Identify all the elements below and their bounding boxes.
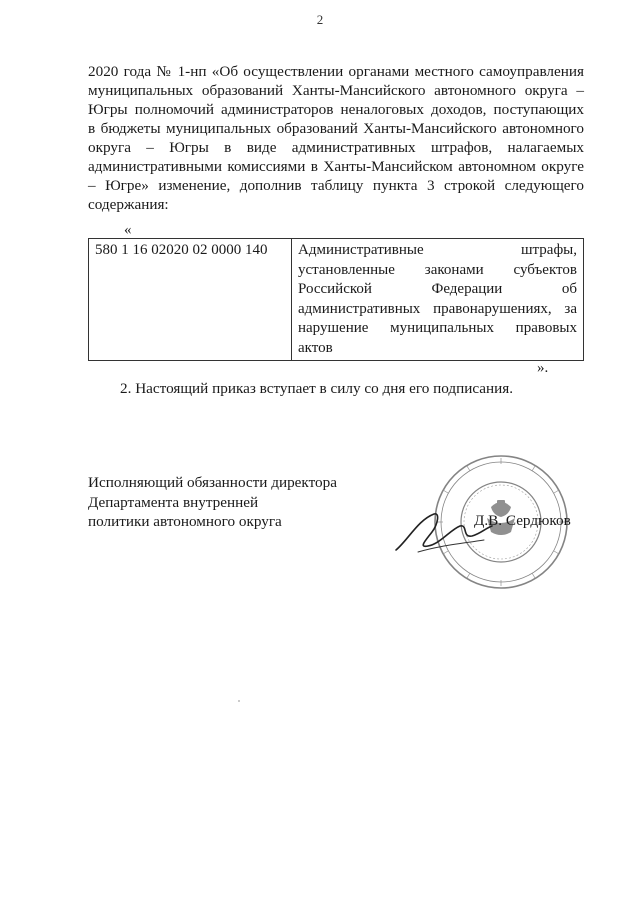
description-line: Российской Федерации об bbox=[298, 281, 577, 297]
handwritten-signature-icon bbox=[388, 500, 498, 560]
position-line: Департамента внутренней bbox=[88, 493, 259, 511]
signatory-position bbox=[88, 473, 337, 532]
scan-speck bbox=[238, 700, 240, 702]
description-line: Административные штрафы, bbox=[298, 242, 577, 258]
description-line: административных правонарушениях, за bbox=[298, 300, 577, 317]
page-number: 2 bbox=[316, 12, 324, 27]
effective-date-clause: 2. Настоящий приказ вступает в силу со дня его подписания. bbox=[120, 380, 514, 397]
description-line: установленные законами субъектов bbox=[298, 261, 577, 278]
paragraph-line: – Югре» изменение, дополнив таблицу пункта 3 строкой следующего bbox=[88, 177, 584, 194]
paragraph-line: 2020 года № 1-нп «Об осуществлении органами местного самоуправления bbox=[88, 63, 584, 80]
position-line: политики автономного округа bbox=[88, 513, 282, 530]
budget-classification-code: 580 1 16 02020 02 0000 140 bbox=[89, 239, 292, 361]
paragraph-line: содержания: bbox=[88, 196, 169, 213]
paragraph-line: округа – Югры в виде административных штрафов, налагаемых bbox=[88, 139, 584, 156]
position-line: Исполняющий обязанности директора bbox=[88, 474, 337, 491]
paragraph-line: в бюджеты муниципальных образований Ханты-Мансийского автономного bbox=[88, 120, 584, 137]
paragraph-line: административными комиссиями в Ханты-Мансийском автономном округе bbox=[88, 158, 584, 175]
opening-quote: « bbox=[124, 222, 132, 238]
signer-name: Д.В. Сердюков bbox=[474, 512, 571, 529]
table-row bbox=[89, 239, 584, 361]
description-line: актов bbox=[298, 339, 333, 356]
paragraph-line: муниципальных образований Ханты-Мансийского автономного округа – bbox=[88, 82, 584, 99]
inserted-table-row bbox=[88, 238, 584, 361]
description-line: нарушение муниципальных правовых bbox=[298, 320, 577, 336]
closing-quote: ». bbox=[537, 360, 549, 376]
paragraph-line: Югры полномочий администраторов неналоговых доходов, поступающих bbox=[88, 101, 584, 118]
revenue-description bbox=[292, 239, 584, 361]
amendment-paragraph bbox=[88, 62, 584, 214]
